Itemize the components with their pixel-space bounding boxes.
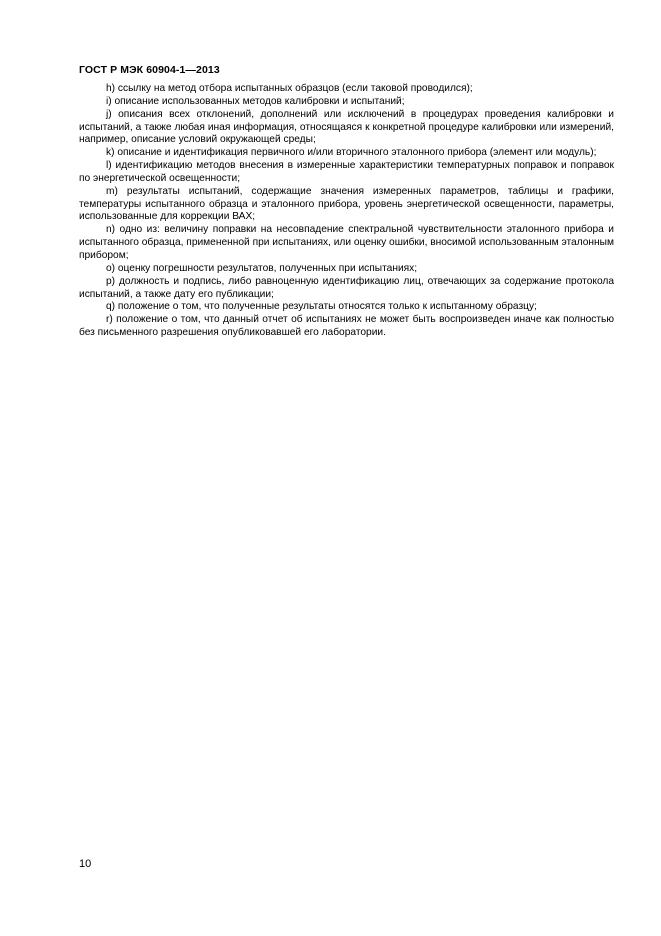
list-item-m: m) результаты испытаний, содержащие значения измеренных параметров, таблицы и графики, температуры испытанного образца и эталонного прибора, уровень энергетической освещенности, параметры, использованные для коррекции ВАХ; bbox=[79, 185, 614, 223]
list-item-r: r) положение о том, что данный отчет об испытаниях не может быть воспроизведен иначе как полностью без письменного разрешения опубликовавшей его лаборатории. bbox=[79, 314, 614, 339]
list-item-h: h) ссылку на метод отбора испытанных образцов (если таковой проводился); bbox=[106, 83, 473, 94]
document-header: ГОСТ Р МЭК 60904-1—2013 bbox=[79, 64, 220, 76]
list-item-n: n) одно из: величину поправки на несовпадение спектральной чувствительности эталонного прибора и испытанного образца, примененной при испытаниях, или оценку ошибки, вносимой использованным эталонным прибором; bbox=[79, 224, 614, 261]
list-item-o: o) оценку погрешности результатов, полученных при испытаниях; bbox=[106, 262, 418, 274]
list-item-j: j) описания всех отклонений, дополнений или исключений в процедурах проведения калибровки и испытаний, а также любая иная информация, относящаяся к конкретной процедуре калибровки или измерений, например, описание условий окружающей среды; bbox=[79, 108, 614, 146]
document-body bbox=[79, 83, 614, 340]
page-number: 10 bbox=[79, 858, 92, 870]
list-item-i: i) описание использованных методов калибровки и испытаний; bbox=[106, 95, 405, 107]
list-item-p: p) должность и подпись, либо равноценную идентификацию лиц, отвечающих за содержание протокола испытаний, а также дату его публикации; bbox=[79, 275, 614, 300]
list-item-q: q) положение о том, что полученные результаты относятся только к испытанному образцу; bbox=[106, 301, 537, 313]
list-item-k: k) описание и идентификация первичного и/или вторичного эталонного прибора (элемент или модуль); bbox=[106, 147, 597, 159]
list-item-l: l) идентификацию методов внесения в измеренные характеристики температурных поправок и поправок по энергетической освещенности; bbox=[79, 160, 614, 184]
